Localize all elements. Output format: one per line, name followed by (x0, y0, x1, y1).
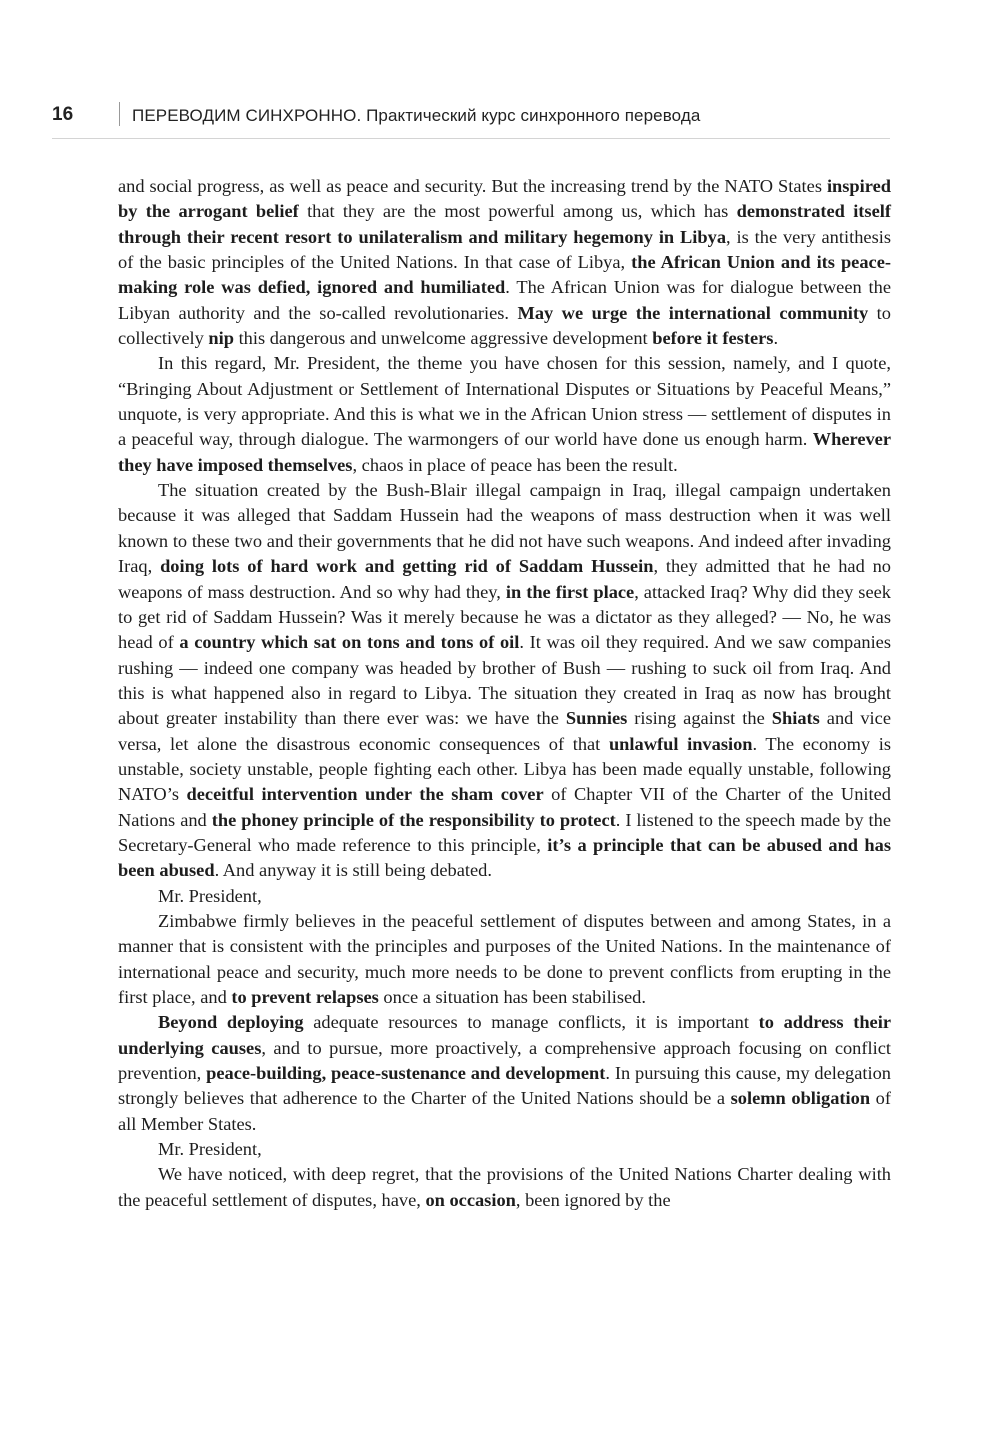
text-run: adequate resources to manage conflicts, it is important (303, 1012, 759, 1033)
text-run: , attacked Iraq? Why did they seek to get rid of Saddam Hussein? Was it merely because he was a dictator as they alleged? — No, he was head of (118, 581, 891, 653)
bold-phrase: the African Union and its peace-making role was defied, ignored and humiliated (118, 252, 891, 298)
paragraph (118, 909, 891, 1010)
bold-phrase: to address their underlying causes (118, 1012, 891, 1058)
paragraph (118, 1137, 891, 1162)
bold-phrase: the phoney principle of the responsibility to protect (211, 809, 616, 830)
text-run: . The economy is unstable, society unstable, people fighting each other. Libya has been made equally unstable, following NATO’s (118, 733, 891, 805)
body-text (118, 174, 891, 1213)
bold-phrase: nip (208, 328, 234, 349)
text-run: and social progress, as well as peace and security. But the increasing trend by the NATO States (118, 176, 827, 196)
running-header (52, 100, 890, 139)
text-run: The situation created by the Bush-Blair illegal campaign in Iraq, illegal campaign undertaken because it was alleged that Saddam Hussein had the weapons of mass destruction when it was well known to these two and their governments that he did not have such weapons. And indeed after invading Iraq, (118, 480, 891, 577)
text-run: and vice versa, let alone the disastrous economic consequences of that (118, 708, 891, 754)
paragraph (118, 1010, 891, 1137)
paragraph (118, 1162, 891, 1213)
text-run: We have noticed, with deep regret, that the provisions of the United Nations Charter dealing with the peaceful settlement of disputes, have, (118, 1164, 891, 1210)
text-run: rising against the (627, 708, 772, 729)
book-title: ПЕРЕВОДИМ СИНХРОННО. Практический курс синхронного перевода (132, 106, 701, 125)
text-run: . And anyway it is still being debated. (214, 860, 492, 881)
text-run: Mr. President, (158, 1139, 262, 1160)
text-run: , chaos in place of peace has been the result. (352, 454, 678, 475)
text-run: . In pursuing this cause, my delegation strongly believes that adherence to the Charter of the United Nations should be a (118, 1063, 891, 1109)
text-run: . The African Union was for dialogue between the Libyan authority and the so-called revolutionaries. (118, 277, 891, 323)
bold-phrase: to prevent relapses (231, 987, 379, 1007)
bold-phrase: Shiats (771, 708, 820, 729)
text-run: once a situation has been stabilised. (378, 987, 646, 1007)
bold-phrase: on occasion (425, 1189, 516, 1210)
bold-phrase: it’s a principle that can be abused and has been abused (118, 834, 891, 881)
bold-phrase: deceitful intervention under the sham cover (186, 784, 544, 805)
text-run: Zimbabwe firmly believes in the peaceful settlement of disputes between and among States, in a manner that is consistent with the principles and purposes of the United Nations. In the maintenance of international peace and security, much more needs to be done to prevent conflicts from erupting in the first place, and (118, 910, 891, 1007)
text-run: , been ignored by the (515, 1189, 671, 1210)
bold-phrase: Wherever they have imposed themselves (118, 429, 891, 475)
bold-phrase: in the first place (505, 581, 635, 602)
paragraph (118, 884, 891, 909)
bold-phrase: solemn obligation (730, 1088, 871, 1109)
paragraph (118, 478, 891, 884)
text-run: of Chapter VII of the Charter of the United Nations and (118, 784, 891, 830)
paragraph (118, 351, 891, 478)
page-number: 16 (52, 104, 74, 125)
text-run: Mr. President, (158, 885, 262, 906)
text-run: , they admitted that he had no weapons of mass destruction. And so why had they, (118, 556, 892, 602)
text-run: this dangerous and unwelcome aggressive development (233, 328, 653, 349)
bold-phrase: May we urge the international community (517, 302, 869, 323)
text-run: In this regard, Mr. President, the theme you have chosen for this session, namely, and I quote, “Bringing About Adjustment or Settlement of International Disputes or Situations by Peaceful Means,” unquote, is very appropriate. And this is what we in the African Union stress — settlement of disputes in a peaceful way, through dialogue. The warmongers of our world have done us enough harm. (118, 353, 891, 450)
text-run: of all Member States. (118, 1088, 891, 1134)
bold-phrase: unlawful invasion (608, 733, 753, 754)
bold-phrase: doing lots of hard work and getting rid of Saddam Hussein (160, 556, 654, 577)
text-run: . (773, 328, 779, 349)
text-run: . It was oil they required. And we saw companies rushing — indeed one company was headed by brother of Bush — rushing to suck oil from Iraq. And this is what happened also in regard to Libya. The situation they created in Iraq as now has brought about greater instability than there ever was: we have the (118, 632, 891, 729)
bold-phrase: Sunnies (565, 708, 628, 729)
text-run: , and to pursue, more proactively, a comprehensive approach focusing on conflict prevention, (118, 1037, 891, 1084)
text-run: to collectively (118, 302, 891, 349)
text-run: that they are the most powerful among us, which has (298, 201, 737, 222)
header-separator (119, 102, 120, 126)
bold-phrase: before it festers (652, 328, 774, 349)
text-run: , is the very antithesis of the basic principles of the United Nations. In that case of Libya, (118, 226, 891, 273)
bold-phrase: peace-building, peace-sustenance and development (206, 1063, 606, 1084)
bold-phrase: inspired by the arrogant belief (118, 176, 891, 222)
text-run: . I listened to the speech made by the Secretary-General who made reference to this principle, (118, 809, 891, 855)
bold-phrase: Beyond deploying (158, 1012, 304, 1033)
bold-phrase: a country which sat on tons and tons of oil (179, 632, 520, 653)
bold-phrase: demonstrated itself through their recent resort to unilateralism and military hegemony in Libya (118, 201, 891, 247)
paragraph (118, 174, 891, 351)
